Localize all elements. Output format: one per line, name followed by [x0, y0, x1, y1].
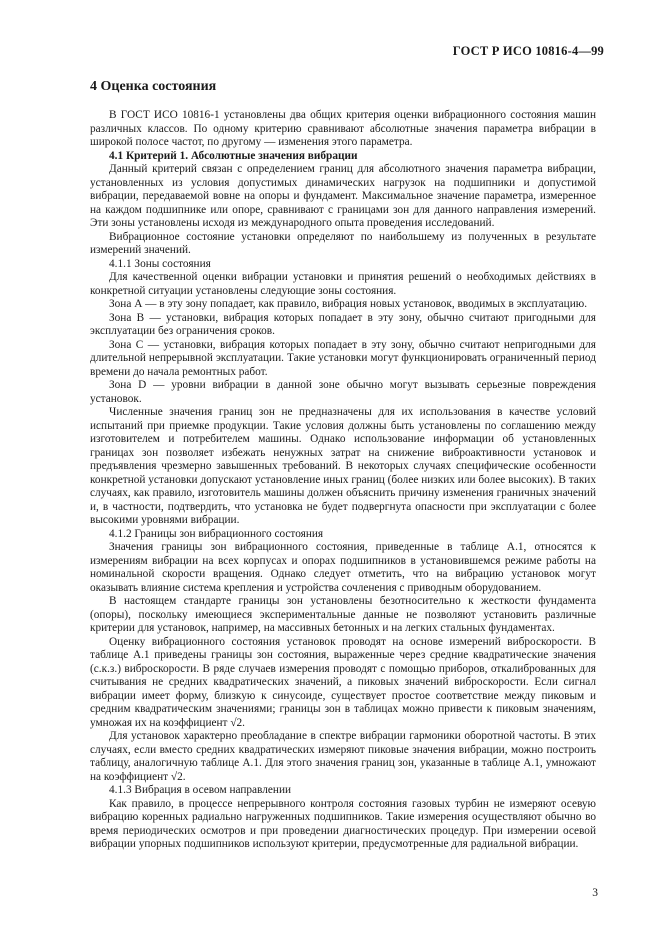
paragraph: В ГОСТ ИСО 10816-1 установлены два общих критерия оценки вибрационного состояния машин различных классов. По одному критерию сравнивают абсолютные значения параметра вибрации в широкой полосе частот, по другому — изменения этого параметра. [90, 109, 596, 148]
document-body [90, 109, 596, 852]
page-number: 3 [592, 887, 598, 899]
clause-heading: 4.1.1 Зоны состояния [109, 257, 211, 270]
paragraph: Оценку вибрационного состояния установок проводят на основе измерений виброскорости. В таблице А.1 приведены границы зон состояния, выраженные через средние квадратические значения (с.к.з.) виброскорости. В ряде случаев измерения проводят с помощью приборов, откалиброванных для считывания не средних квадратических значений, а пиковых значений виброскорости. Если сигнал вибрации имеет форму, близкую к синусоиде, существует простое соответствие между пиковым и средним квадратическим значениями; границы зон в таблицах можно привести к пиковым значениям, умножая их на коэффициент √2. [90, 635, 596, 729]
paragraph: Значения границы зон вибрационного состояния, приведенные в таблице А.1, относятся к измерениям вибрации на всех корпусах и опорах подшипников в установившемся режиме работы на номинальной скорости вращения. Однако следует отметить, что на вибрацию установок могут оказывать влияние система крепления и устройства сочленения с приводным оборудованием. [90, 541, 596, 594]
paragraph: Зона В — установки, вибрация которых попадает в эту зону, обычно считают пригодными для эксплуатации без ограничения сроков. [90, 311, 596, 337]
paragraph: Для установок характерно преобладание в спектре вибрации гармоники оборотной частоты. В этих случаях, если вместо средних квадратических измеряют пиковые значения вибрации, можно построить таблицу, аналогичную таблице А.1. Для этого значения границ зон, указанные в таблице А.1, умножают на коэффициент √2. [90, 730, 596, 783]
clause-heading: 4.1.3 Вибрация в осевом направлении [109, 784, 292, 796]
subsection-heading: 4.1 Критерий 1. Абсолютные значения вибрации [109, 149, 358, 162]
paragraph: Вибрационное состояние установки определяют по наибольшему из полученных в результате измерений значений. [90, 230, 596, 256]
paragraph: Для качественной оценки вибрации установки и принятия решений о необходимых действиях в конкретной ситуации установлены следующие зоны состояния. [90, 271, 596, 297]
paragraph: Данный критерий связан с определением границ для абсолютного значения параметра вибрации, установленных из условия допустимых динамических нагрузок на подшипники и допустимой вибрации, передаваемой вовне на опоры и фундамент. Максимальное значение параметра, измеренное на каждом подшипнике или опоре, сравнивают с границами зон для данного направления измерений. Эти зоны установлены исходя из международного опыта проведения исследований. [90, 163, 596, 229]
clause-heading: 4.1.2 Границы зон вибрационного состояния [109, 527, 324, 540]
paragraph: Как правило, в процессе непрерывного контроля состояния газовых турбин не измеряют осевую вибрацию коренных радиально нагруженных подшипников. Такие измерения осуществляют обычно во время периодических осмотров и при проведении диагностических процедур. При измерении осевой вибрации упорных подшипников используют критерии, предусмотренные для радиальной вибрации. [90, 797, 596, 850]
paragraph: Зона D — уровни вибрации в данной зоне обычно могут вызывать серьезные повреждения установок. [90, 379, 596, 405]
document-header: ГОСТ Р ИСО 10816-4—99 [452, 44, 604, 58]
section-title: 4 Оценка состояния [90, 79, 217, 94]
paragraph: В настоящем стандарте границы зон установлены безотносительно к жесткости фундамента (опоры), поскольку имеющиеся экспериментальные данные не позволяют установить различные критерии для установок, например, на массивных бетонных и на легких стальных фундаментах. [90, 595, 596, 634]
paragraph: Зона А — в эту зону попадает, как правило, вибрация новых установок, вводимых в эксплуатацию. [109, 298, 588, 310]
paragraph: Зона С — установки, вибрация которых попадает в эту зону, обычно считают непригодными для длительной непрерывной эксплуатации. Такие установки могут функционировать ограниченный период времени до начала ремонтных работ. [90, 338, 596, 378]
paragraph: Численные значения границ зон не предназначены для их использования в качестве условий испытаний при приемке продукции. Такие условия должны быть установлены по соглашению между изготовителем и потребителем машины. Однако использование информации об установленных границах зон позволяет избежать ненужных затрат на снижение виброактивности установок и предъявления чрезмерно завышенных требований. В некоторых случаях специфические особенности конкретной установки допускают установление иных границ (более низких или более высоких). В таких случаях, как правило, изготовитель машины должен объяснить причину изменения граничных значений и, в частности, подтвердить, что установка не будет подвергнута опасности при эксплуатации с более высокими уровнями вибрации. [90, 406, 596, 526]
